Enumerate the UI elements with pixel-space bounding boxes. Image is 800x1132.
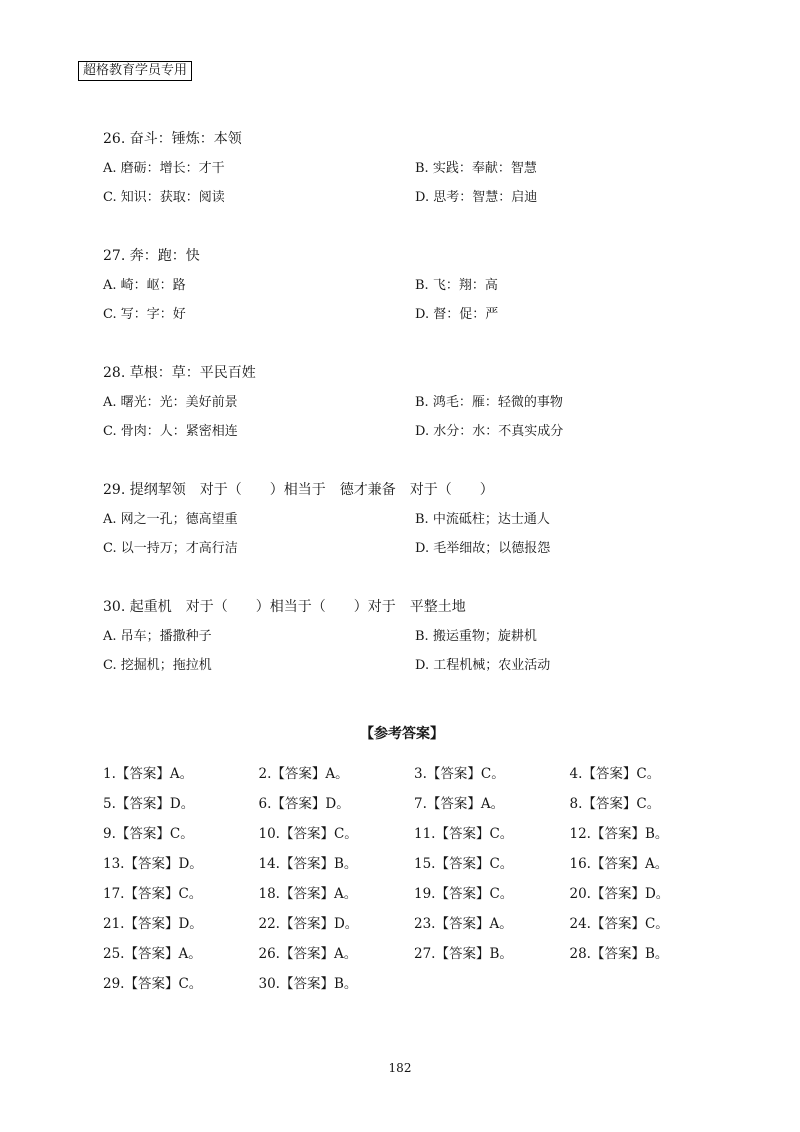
question-stem: 30. 起重机 对于（ ）相当于（ ）对于 平整土地 <box>103 599 466 615</box>
answer-item: 29.【答案】C。 <box>103 976 203 992</box>
answer-item: 6.【答案】D。 <box>258 796 350 812</box>
answer-item: 13.【答案】D。 <box>103 856 203 872</box>
header-badge: 超格教育学员专用 <box>78 61 192 81</box>
answer-item: 9.【答案】C。 <box>103 826 194 842</box>
question-26 <box>103 125 723 242</box>
option-grid <box>103 505 723 563</box>
option-d: D. 水分：水：不真实成分 <box>415 424 564 439</box>
answer-item: 11.【答案】C。 <box>414 826 514 842</box>
option-grid <box>103 622 723 680</box>
option-b: B. 鸿毛：雁：轻微的事物 <box>415 395 563 410</box>
answer-item: 19.【答案】C。 <box>414 886 514 902</box>
page-number: 182 <box>388 1061 412 1075</box>
answer-item: 3.【答案】C。 <box>414 766 505 782</box>
question-29 <box>103 476 723 593</box>
option-c: C. 写：字：好 <box>103 307 186 322</box>
option-b: B. 搬运重物；旋耕机 <box>415 629 537 644</box>
option-a: A. 崎：岖：路 <box>103 278 186 293</box>
question-30 <box>103 593 723 710</box>
answer-item: 17.【答案】C。 <box>103 886 203 902</box>
question-stem: 28. 草根：草：平民百姓 <box>103 365 256 381</box>
question-stem: 26. 奋斗：锤炼：本领 <box>103 131 242 147</box>
question-list <box>103 125 723 710</box>
answer-item: 15.【答案】C。 <box>414 856 514 872</box>
answer-item: 18.【答案】A。 <box>258 886 358 902</box>
option-d: D. 毛举细故；以德报怨 <box>415 541 551 556</box>
option-grid <box>103 271 723 329</box>
answer-grid <box>103 759 725 999</box>
option-c: C. 骨肉：人：紧密相连 <box>103 424 238 439</box>
option-c: C. 以一持万；才高行洁 <box>103 541 238 556</box>
answer-item: 14.【答案】B。 <box>258 856 358 872</box>
answer-item: 21.【答案】D。 <box>103 916 203 932</box>
option-a: A. 吊车；播撒种子 <box>103 629 212 644</box>
answer-item: 26.【答案】A。 <box>258 946 358 962</box>
option-grid <box>103 154 723 212</box>
question-stem: 29. 提纲挈领 对于（ ）相当于 德才兼备 对于（ ） <box>103 482 494 498</box>
question-28 <box>103 359 723 476</box>
option-grid <box>103 388 723 446</box>
answer-item: 5.【答案】D。 <box>103 796 195 812</box>
option-c: C. 挖掘机；拖拉机 <box>103 658 212 673</box>
option-b: B. 实践：奉献：智慧 <box>415 161 537 176</box>
answer-item: 1.【答案】A。 <box>103 766 194 782</box>
answer-item: 2.【答案】A。 <box>258 766 349 782</box>
answer-item: 7.【答案】A。 <box>414 796 505 812</box>
option-b: B. 飞：翔：高 <box>415 278 498 293</box>
option-c: C. 知识：获取：阅读 <box>103 190 225 205</box>
answer-item: 12.【答案】B。 <box>569 826 669 842</box>
option-a: A. 磨砺：增长：才干 <box>103 161 225 176</box>
option-d: D. 工程机械；农业活动 <box>415 658 551 673</box>
answer-item: 28.【答案】B。 <box>569 946 669 962</box>
answer-item: 27.【答案】B。 <box>414 946 513 962</box>
answer-item: 23.【答案】A。 <box>414 916 513 932</box>
answer-item: 10.【答案】C。 <box>258 826 358 842</box>
answer-item: 24.【答案】C。 <box>569 916 669 932</box>
answer-item: 25.【答案】A。 <box>103 946 202 962</box>
option-d: D. 督：促：严 <box>415 307 499 322</box>
answer-item: 22.【答案】D。 <box>258 916 359 932</box>
answer-section-title: 【参考答案】 <box>360 726 444 742</box>
option-d: D. 思考：智慧：启迪 <box>415 190 538 205</box>
option-b: B. 中流砥柱；达士通人 <box>415 512 550 527</box>
answer-item: 4.【答案】C。 <box>569 766 661 782</box>
question-stem: 27. 奔：跑：快 <box>103 248 200 264</box>
option-a: A. 网之一孔；德高望重 <box>103 512 238 527</box>
answer-item: 20.【答案】D。 <box>569 886 670 902</box>
option-a: A. 曙光：光：美好前景 <box>103 395 238 410</box>
answer-item: 30.【答案】B。 <box>258 976 358 992</box>
answer-item: 8.【答案】C。 <box>569 796 661 812</box>
answer-item: 16.【答案】A。 <box>569 856 669 872</box>
question-27 <box>103 242 723 359</box>
